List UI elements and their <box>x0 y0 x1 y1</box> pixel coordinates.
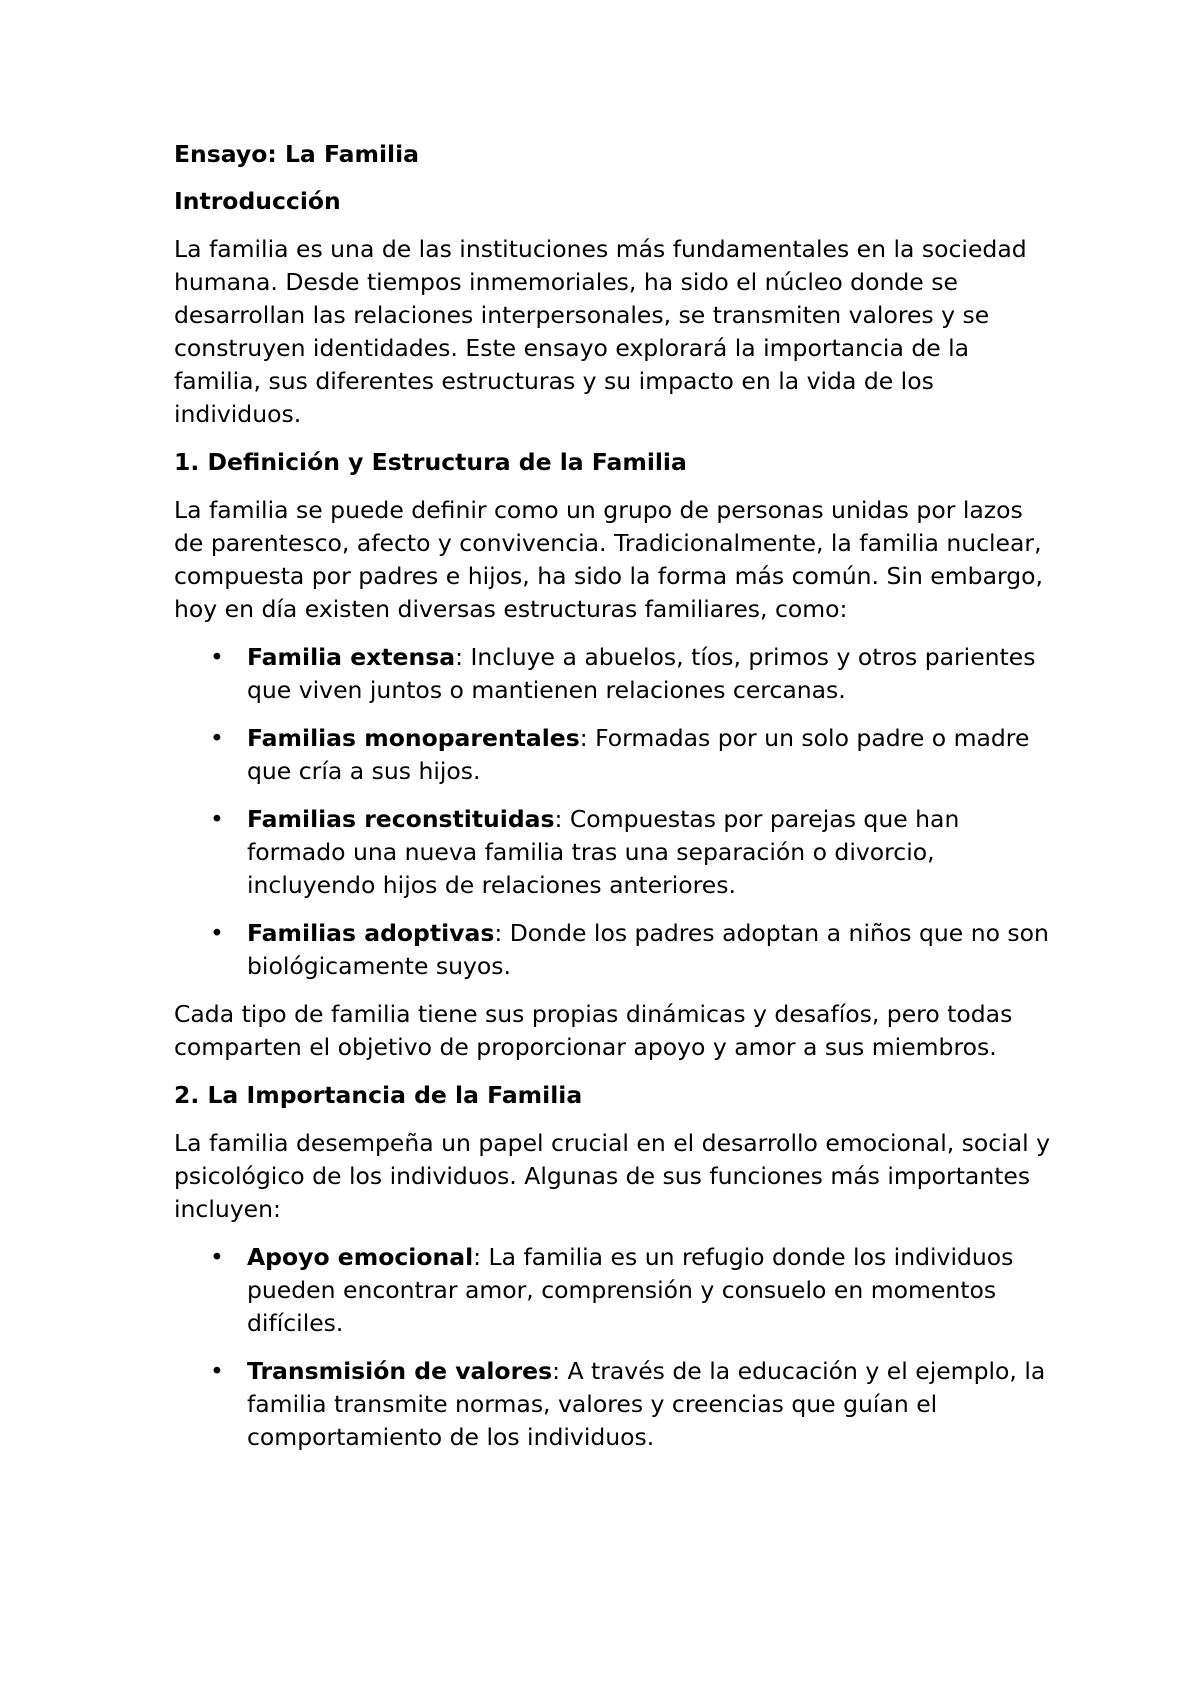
section-2-heading: 2. La Importancia de la Familia <box>174 1081 583 1109</box>
list-item-text: : La familia es un refugio donde los individuos pueden encontrar amor, comprensión y consuelo en momentos difíciles. <box>247 1243 1014 1337</box>
list-item <box>174 1241 1054 1340</box>
list-item <box>174 803 1054 902</box>
bullet-icon: • <box>210 1243 224 1271</box>
bullet-icon: • <box>210 643 224 671</box>
section-2-paragraph: La familia desempeña un papel crucial en el desarrollo emocional, social y psicológico de los individuos. Algunas de sus funciones más importantes incluyen: <box>174 1129 1051 1223</box>
list-item-text: : Compuestas por parejas que han formado una nueva familia tras una separación o divorcio, incluyendo hijos de relaciones anteriores. <box>247 805 960 899</box>
section-1-paragraph: La familia se puede definir como un grupo de personas unidas por lazos de parentesco, afecto y convivencia. Tradicionalmente, la familia nuclear, compuesta por padres e hijos, ha sido la forma más común. Sin embargo, hoy en día existen diversas estructuras familiares, como: <box>174 496 1043 623</box>
introduction-paragraph: La familia es una de las instituciones más fundamentales en la sociedad humana. Desde tiempos inmemoriales, ha sido el núcleo donde se desarrollan las relaciones interpersonales, se transmiten valores y se construyen identidades. Este ensayo explorará la importancia de la familia, sus diferentes estructuras y su impacto en la vida de los individuos. <box>174 235 1027 428</box>
list-item <box>174 1355 1054 1454</box>
section-1-closing-paragraph: Cada tipo de familia tiene sus propias dinámicas y desafíos, pero todas comparten el objetivo de proporcionar apoyo y amor a sus miembros. <box>174 1000 1013 1061</box>
list-item-term: Familias adoptivas <box>247 919 495 947</box>
list-item-text: : Formadas por un solo padre o madre que cría a sus hijos. <box>247 724 1030 785</box>
list-item <box>174 641 1054 707</box>
list-item-text: : Incluye a abuelos, tíos, primos y otros parientes que viven juntos o mantienen relaciones cercanas. <box>247 643 1036 704</box>
family-structures-list <box>174 641 1054 983</box>
family-functions-list <box>174 1241 1054 1454</box>
document-page <box>174 138 1054 1469</box>
bullet-icon: • <box>210 1357 224 1385</box>
list-item-term: Familias monoparentales <box>247 724 580 752</box>
document-title: Ensayo: La Familia <box>174 140 420 168</box>
list-item-text: : Donde los padres adoptan a niños que no son biológicamente suyos. <box>247 919 1049 980</box>
list-item-term: Apoyo emocional <box>247 1243 474 1271</box>
list-item-text: : A través de la educación y el ejemplo, la familia transmite normas, valores y creencias que guían el comportamiento de los individuos. <box>247 1357 1046 1451</box>
bullet-icon: • <box>210 805 224 833</box>
list-item-term: Familia extensa <box>247 643 456 671</box>
section-1-heading: 1. Definición y Estructura de la Familia <box>174 448 687 476</box>
list-item <box>174 917 1054 983</box>
list-item-term: Familias reconstituidas <box>247 805 555 833</box>
bullet-icon: • <box>210 724 224 752</box>
list-item <box>174 722 1054 788</box>
list-item-term: Transmisión de valores <box>247 1357 553 1385</box>
introduction-heading: Introducción <box>174 187 341 215</box>
bullet-icon: • <box>210 919 224 947</box>
